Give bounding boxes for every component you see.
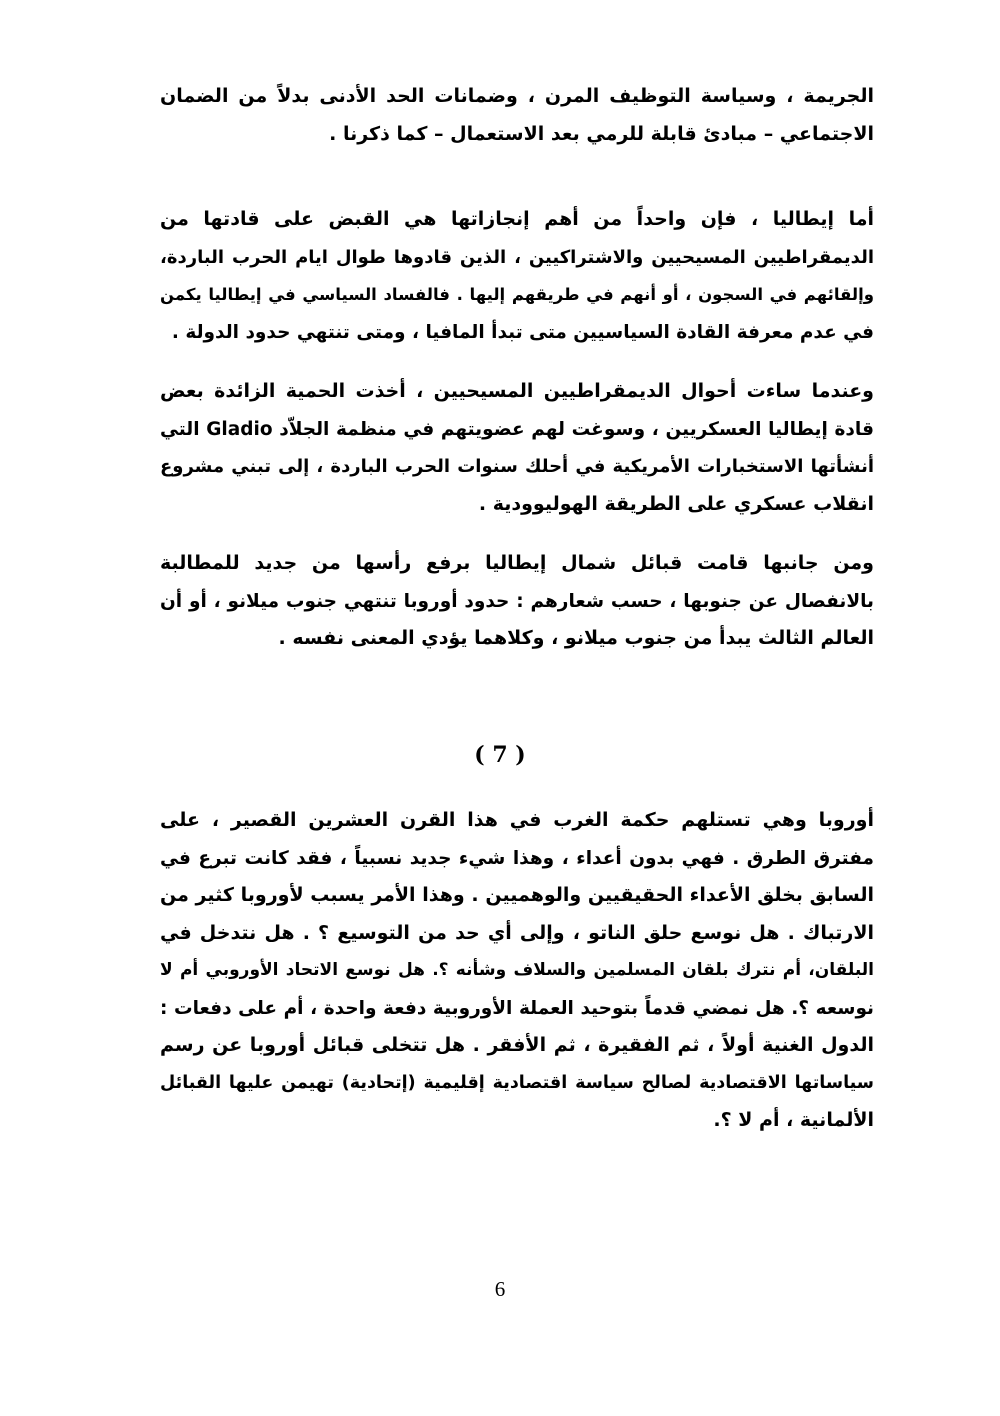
text-line: مفترق الطرق . فهي بدون أعداء ، وهذا شيء جديد نسبياً ، فقد كانت تبرع في bbox=[160, 847, 874, 869]
text-line: الديمقراطيين المسيحيين والاشتراكيين ، الذين قادوها طوال ايام الحرب الباردة، bbox=[160, 246, 874, 268]
text-line: بالانفصال عن جنوبها ، حسب شعارهم : حدود أوروبا تنتهي جنوب ميلانو ، أو أن bbox=[160, 590, 874, 612]
text-line: أنشأتها الاستخبارات الأمريكية في أحلك سنوات الحرب الباردة ، إلى تبني مشروع bbox=[160, 456, 874, 477]
page-number: 6 bbox=[494, 1277, 506, 1301]
paragraph-5 bbox=[160, 802, 874, 1140]
document-body bbox=[160, 78, 874, 658]
text-line: ومن جانبها قامت قبائل شمال إيطاليا برفع رأسها من جديد للمطالبة bbox=[160, 552, 874, 574]
text-line: سياساتها الاقتصادية لصالح سياسة اقتصادية إقليمية (إتحادية) تهيمن عليها القبائل bbox=[160, 1072, 874, 1093]
paragraph-1 bbox=[160, 78, 874, 153]
text-line: أما إيطاليا ، فإن واحداً من أهم إنجازاتها هي القبض على قادتها من bbox=[160, 208, 874, 230]
text-line: السابق بخلق الأعداء الحقيقيين والوهميين . وهذا الأمر يسبب لأوروبا كثير من bbox=[160, 884, 874, 906]
paragraph-3 bbox=[160, 373, 874, 523]
paragraph-4 bbox=[160, 545, 874, 658]
text-line: الارتباك . هل نوسع حلق الناتو ، وإلى أي حد من التوسيع ؟ . هل نتدخل في bbox=[160, 921, 874, 944]
text-line: نوسعه ؟. هل نمضي قدماً بتوحيد العملة الأوروبية دفعة واحدة ، أم على دفعات : bbox=[160, 997, 874, 1019]
text-line: انقلاب عسكري على الطريقة الهوليوودية . bbox=[478, 492, 874, 515]
text-line: أوروبا وهي تستلهم حكمة الغرب في هذا القرن العشرين القصير ، على bbox=[160, 809, 874, 831]
text-line: الجريمة ، وسياسة التوظيف المرن ، وضمانات الحد الأدنى بدلاً من الضمان bbox=[160, 85, 874, 107]
text-line: الألمانية ، أم لا ؟. bbox=[713, 1109, 874, 1131]
paragraph-2 bbox=[160, 201, 874, 351]
text-line: وإلقائهم في السجون ، أو أنهم في طريقهم إليها . فالفساد السياسي في إيطاليا يكمن bbox=[160, 285, 874, 304]
text-line: في عدم معرفة القادة السياسيين متى تبدأ المافيا ، ومتى تنتهي حدود الدولة . bbox=[171, 321, 874, 343]
text-line: قادة إيطاليا العسكريين ، وسوغت لهم عضويتهم في منظمة الجلاّد Gladio التي bbox=[160, 418, 874, 440]
text-line: الاجتماعي – مبادئ قابلة للرمي بعد الاستعمال – كما ذكرنا . bbox=[329, 122, 874, 145]
text-line: الدول الغنية أولاً ، ثم الفقيرة ، ثم الأفقر . هل تتخلى قبائل أوروبا عن رسم bbox=[160, 1034, 874, 1056]
text-line: وعندما ساءت أحوال الديمقراطيين المسيحيين ، أخذت الحمية الزائدة بعض bbox=[160, 380, 874, 402]
text-line: البلقان، أم نترك بلقان المسلمين والسلاف وشأنه ؟. هل نوسع الاتحاد الأوروبي أم لا bbox=[160, 960, 874, 980]
text-line: العالم الثالث يبدأ من جنوب ميلانو ، وكلاهما يؤدي المعنى نفسه . bbox=[278, 627, 874, 649]
section-number: ( 7 ) bbox=[474, 742, 526, 768]
